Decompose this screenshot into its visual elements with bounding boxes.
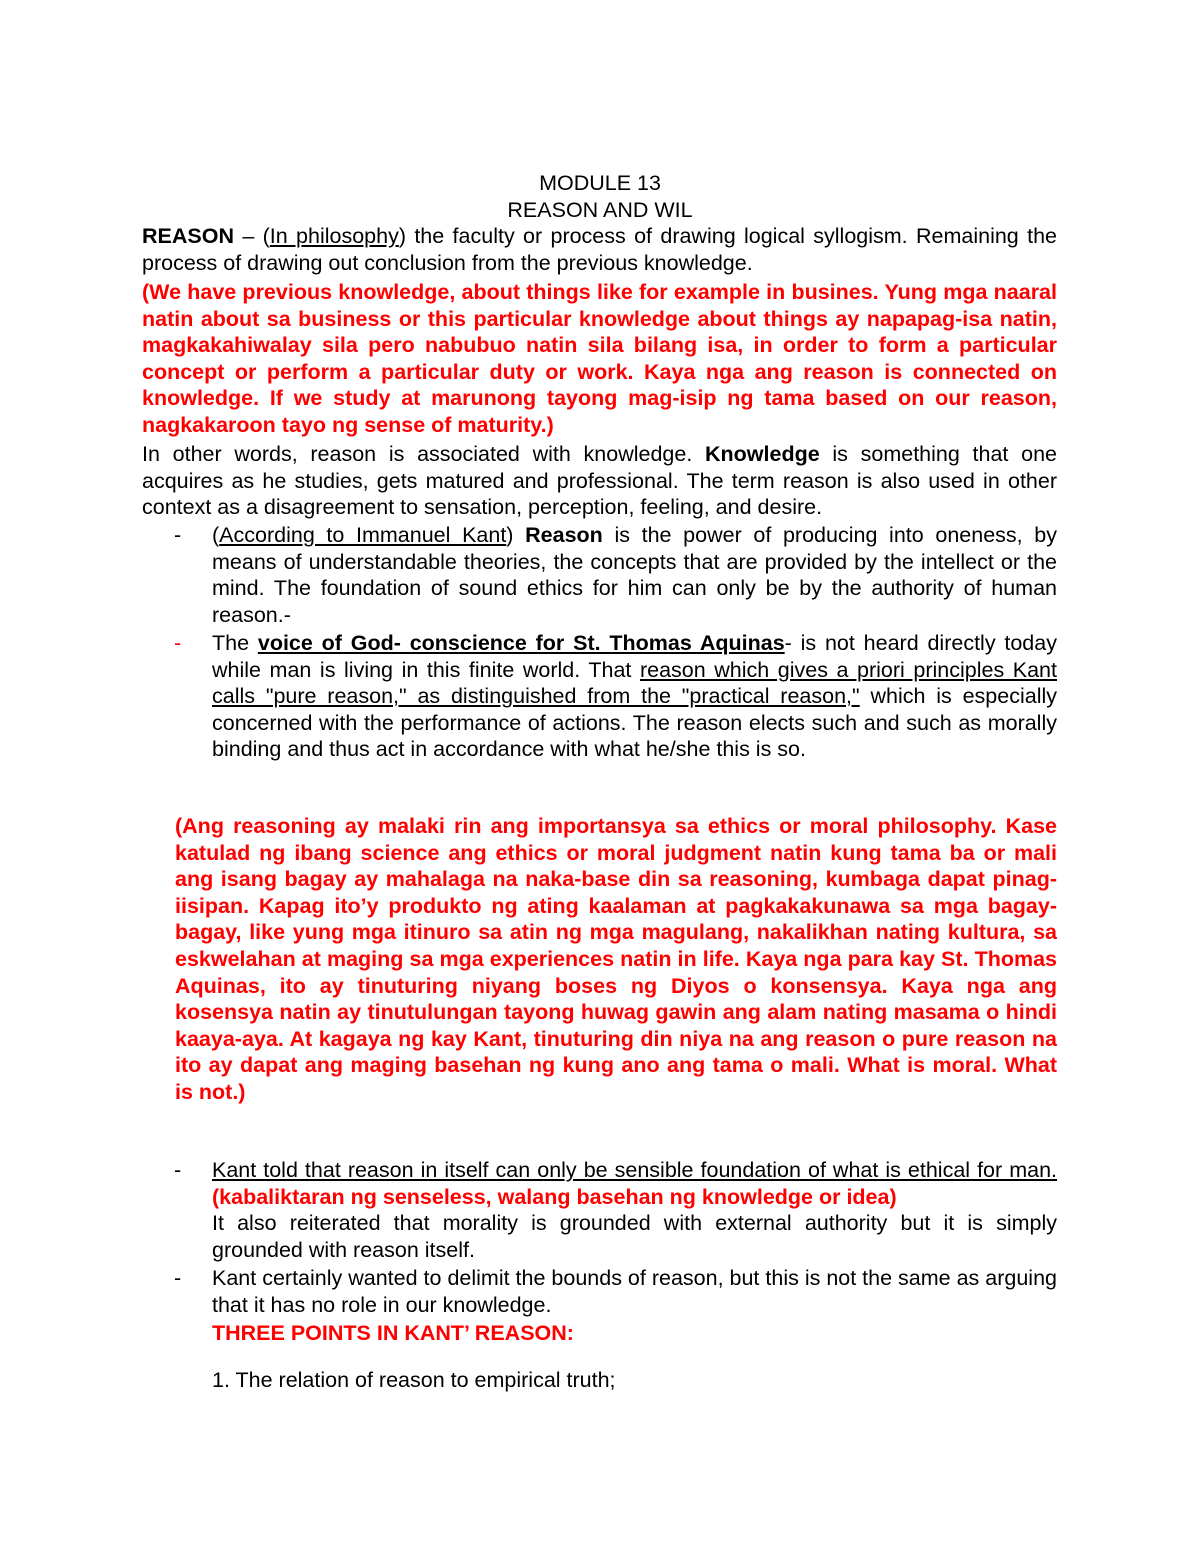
definition-separator: – (: [233, 224, 270, 248]
explanation-tagalog-2: (Ang reasoning ay malaki rin ang importansya sa ethics or moral philosophy. Kase katulad ng ibang science ang ethics or moral judgment natin kung tama ba or mali ang isang bagay ay mahalaga na naka-base din sa reasoning, kumbaga dapat pinag-iisipan. Kapag ito’y produkto ng ating kaalaman at pagkakakunawa sa mga bagay-bagay, like yung mga itinuro sa atin ng mga magulang, nakalikhan nating kultura, sa eskwelahan at maging sa mga experiences natin in life. Kaya nga para kay St. Thomas Aquinas, ito ay tinuturing niyang boses ng Diyos o konsensya. Kaya nga ang kosensya natin ay tinutulungan tayong huwag gawin ang alam nating masama o hindi kaaya-aya. At kagaya ng kay Kant, tinuturing din niya na ang reason o pure reason na ito ay dapat ang maging basehan ng kung ano ang tama o mali. What is moral. What is not.): [175, 814, 1057, 1104]
bullet-dash-4: -: [174, 1266, 182, 1290]
kant-reason-term: Reason: [525, 523, 603, 547]
kant-open-paren: (: [212, 523, 220, 547]
bullet-dash-1: -: [174, 523, 182, 547]
aquinas-text-end: which is especially concerned with the performance of actions. The reason elects such and such as morally binding and thus act in accordance with what he/she this is so.: [212, 684, 1057, 762]
bullet-dash-3: -: [174, 1158, 182, 1182]
kant-foundation-note: (kabaliktaran ng senseless, walang basehan ng knowledge or idea): [212, 1184, 897, 1209]
knowledge-paragraph: [142, 441, 1057, 521]
kant-foundation-text: It also reiterated that morality is grounded with external authority but it is simply grounded with reason itself.: [212, 1211, 1057, 1262]
module-title: REASON AND WIL: [507, 198, 693, 222]
point-1: 1. The relation of reason to empirical truth;: [212, 1368, 616, 1392]
knowledge-text: is something that one acquires as he studies, gets matured and professional. The term reason is also used in other context as a disagreement to sensation, perception, feeling, and desire.: [142, 442, 1057, 520]
knowledge-intro: In other words, reason is associated with knowledge.: [142, 442, 706, 466]
kant-reason-text: is the power of producing into oneness, by means of understandable theories, the concepts that are provided by the intellect or the mind. The foundation of sound ethics for him can only be by the authority of human reason.-: [212, 523, 1057, 627]
reason-definition: [142, 223, 1057, 276]
kant-foundation-bullet: [212, 1157, 1057, 1263]
three-points-heading: THREE POINTS IN KANT’ REASON:: [212, 1321, 574, 1345]
kant-source: According to Immanuel Kant: [219, 523, 507, 547]
aquinas-bullet: [212, 630, 1057, 763]
definition-context: In philosophy: [269, 224, 399, 248]
kant-reason-bullet: [212, 522, 1057, 628]
kant-foundation-underlined: Kant told that reason in itself can only be sensible foundation of what is ethical for man.: [212, 1158, 1057, 1182]
kant-bounds-bullet: Kant certainly wanted to delimit the bounds of reason, but this is not the same as arguing that it has no role in our knowledge.: [212, 1266, 1057, 1317]
pure-reason-underlined: reason which gives a priori principles Kant calls "pure reason," as distinguished from the "practical reason,": [212, 657, 1057, 709]
knowledge-term: Knowledge: [705, 442, 820, 466]
reason-term: REASON: [142, 224, 234, 248]
explanation-tagalog-1: (We have previous knowledge, about things like for example in busines. Yung mga naaral natin about sa business or this particular knowledge about things ay napapag-isa natin, magkakahiwalay sila pero nabubuo natin sila bilang isa, in order to form a particular concept or perform a particular duty or work. Kaya nga ang reason is connected on knowledge. If we study at marunong tayong mag-isip ng tama based on our reason, nagkakaroon tayo ng sense of maturity.): [142, 280, 1057, 437]
aquinas-text: - is not heard directly today while man is living in this finite world. That: [212, 631, 1057, 682]
kant-close-paren: ): [506, 523, 526, 547]
module-number: MODULE 13: [539, 171, 661, 195]
aquinas-term: voice of God- conscience for St. Thomas Aquinas: [257, 631, 785, 655]
definition-text: ) the faculty or process of drawing logical syllogism. Remaining the process of drawing out conclusion from the previous knowledge.: [142, 224, 1057, 275]
aquinas-intro: The: [212, 631, 258, 655]
bullet-dash-2: -: [174, 631, 182, 655]
